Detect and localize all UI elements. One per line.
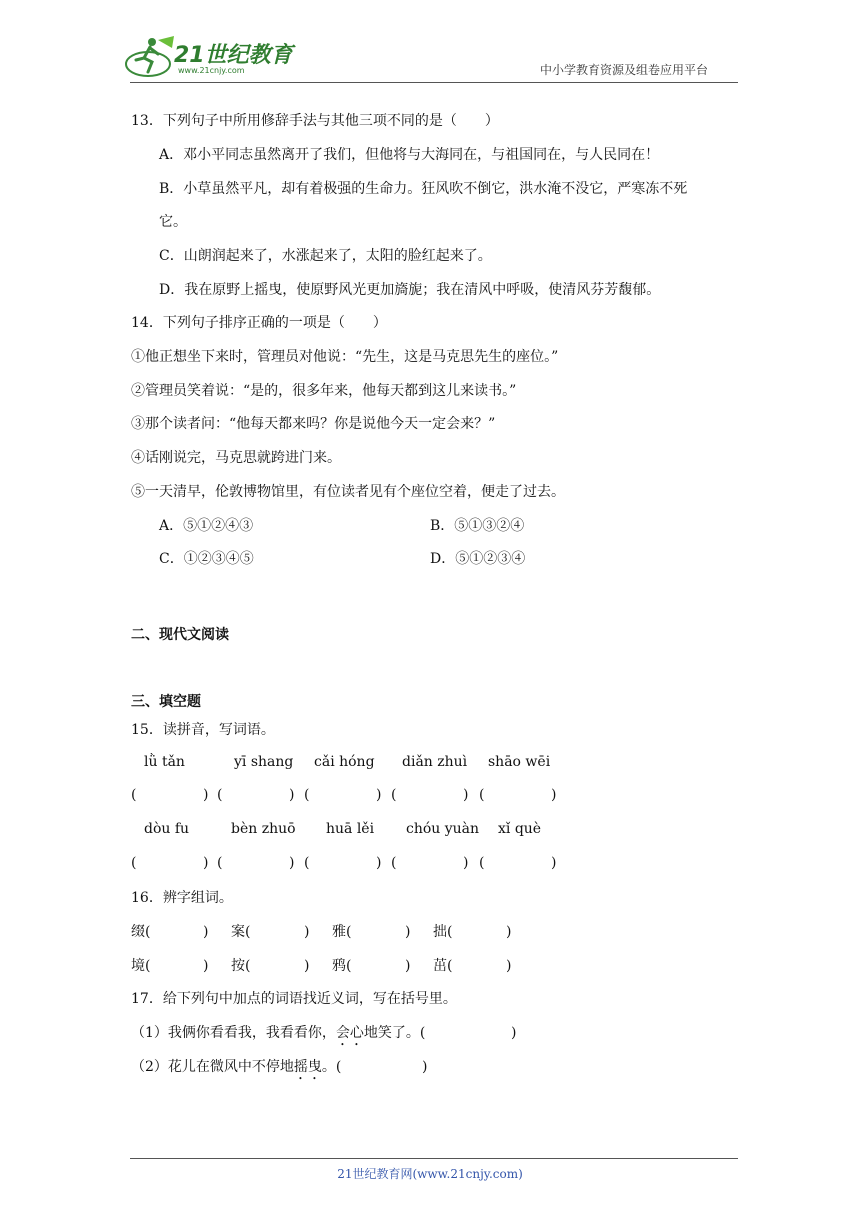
char-item: 拙( [433,924,453,940]
q14-option-b: B．⑤①③②④ [430,518,525,534]
footer-site-link[interactable]: 21世纪教育网(www.21cnjy.com) [337,1167,523,1181]
answer-paren-close: ) [203,787,209,803]
answer-paren-open: ( [131,855,137,871]
q16-stem: 16．辨字组词。 [131,890,233,906]
pinyin: bèn zhuō [231,821,296,837]
answer-paren-close: ) [506,958,512,974]
pinyin: lǜ tǎn [144,754,185,770]
q17-stem: 17．给下列句中加点的词语找近义词，写在括号里。 [131,991,457,1007]
char-item: 境( [131,958,151,974]
answer-paren-close: ) [304,924,310,940]
q13-option-a: A．邓小平同志虽然离开了我们，但他将与大海同在，与祖国同在，与人民同在！ [159,147,660,163]
q17-item-1-tail: 地笑了。( [363,1025,426,1041]
q17-item-2 [131,1057,341,1083]
answer-paren-close: ) [511,1025,517,1041]
q13-option-d: D．我在原野上摇曳，使原野风光更加旖旎；我在清风中呼吸，使清风芬芳馥郁。 [159,282,661,298]
answer-paren-open: ( [479,855,485,871]
answer-paren-open: ( [391,787,397,803]
answer-paren-open: ( [391,855,397,871]
answer-paren-close: ) [422,1059,428,1075]
answer-paren-open: ( [304,787,310,803]
answer-paren-open: ( [131,787,137,803]
pinyin: cǎi hóng [314,754,375,770]
section-heading-reading: 二、现代文阅读 [131,627,229,643]
char-item: 茁( [433,958,453,974]
char-item: 鸦( [332,958,352,974]
answer-paren-close: ) [551,855,557,871]
answer-paren-close: ) [203,855,209,871]
q17-item-2-tail: 。( [321,1059,342,1075]
q17-item-1-text: （1）我俩你看看我，我看看你， [131,1025,336,1041]
answer-paren-close: ) [405,958,411,974]
q13-option-c: C．山朗润起来了，水涨起来了，太阳的脸红起来了。 [159,248,492,264]
answer-paren-close: ) [551,787,557,803]
q14-sentence-2: ②管理员笑着说：“是的，很多年来，他每天都到这儿来读书。” [131,383,517,399]
q17-item-2-text: （2）花儿在微风中不停地 [131,1059,294,1075]
answer-paren-open: ( [479,787,485,803]
answer-paren-close: ) [289,855,295,871]
answer-paren-close: ) [203,958,209,974]
pinyin: chóu yuàn [406,821,480,837]
answer-paren-close: ) [463,787,469,803]
q13-option-b: B．小草虽然平凡，却有着极强的生命力。狂风吹不倒它，洪水淹不没它，严寒冻不死 [159,181,688,197]
answer-paren-close: ) [376,787,382,803]
pinyin: yī shang [234,754,294,770]
answer-paren-close: ) [289,787,295,803]
pinyin: huā lěi [326,821,375,837]
logo-text: 21世纪教育 [174,43,293,68]
q13-stem: 13．下列句子中所用修辞手法与其他三项不同的是（ ） [131,113,499,129]
answer-paren-close: ) [463,855,469,871]
answer-paren-close: ) [405,924,411,940]
q17-item-1 [131,1023,425,1049]
q14-sentence-4: ④话刚说完，马克思就跨进门来。 [131,450,341,466]
q14-option-a: A．⑤①②④③ [159,518,254,534]
logo-url: www.21cnjy.com [178,66,245,75]
footer-divider [130,1158,738,1159]
answer-paren-close: ) [376,855,382,871]
q14-sentence-3: ③那个读者问：“他每天都来吗？你是说他今天一定会来？” [131,416,496,432]
char-item: 缀( [131,924,151,940]
q14-option-c: C．①②③④⑤ [159,551,254,567]
char-item: 按( [231,958,251,974]
q15-stem: 15．读拼音，写词语。 [131,722,275,738]
pinyin: diǎn zhuì [402,754,468,770]
char-item: 雅( [332,924,352,940]
q14-stem: 14．下列句子排序正确的一项是（ ） [131,315,387,331]
section-heading-fill: 三、填空题 [131,694,201,710]
answer-paren-close: ) [203,924,209,940]
answer-paren-close: ) [304,958,310,974]
answer-paren-close: ) [506,924,512,940]
answer-paren-open: ( [304,855,310,871]
dotted-word: 会心 [335,1025,364,1041]
q14-option-d: D．⑤①②③④ [430,551,526,567]
answer-paren-open: ( [217,787,223,803]
q14-sentence-1: ①他正想坐下来时，管理员对他说：“先生，这是马克思先生的座位。” [131,349,559,365]
q13-option-b-cont: 它。 [159,214,187,230]
pinyin: shāo wēi [488,754,551,770]
char-item: 案( [231,924,251,940]
site-logo [122,34,292,80]
platform-title: 中小学教育资源及组卷应用平台 [540,63,709,77]
pinyin: dòu fu [144,821,190,837]
header-divider [130,82,738,83]
answer-paren-open: ( [217,855,223,871]
dotted-word: 摇曳 [293,1059,322,1075]
q14-sentence-5: ⑤一天清早，伦敦博物馆里，有位读者见有个座位空着，便走了过去。 [131,484,565,500]
pinyin: xǐ què [498,821,542,837]
